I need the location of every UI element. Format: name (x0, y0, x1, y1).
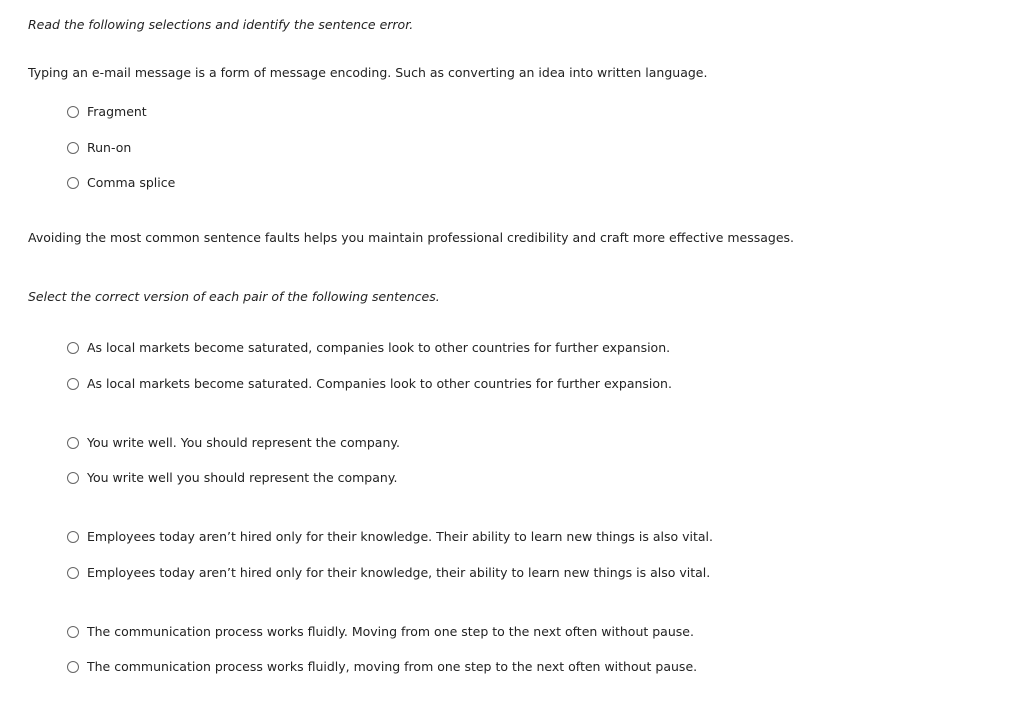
option-label: Comma splice (87, 175, 176, 190)
radio-button[interactable] (67, 626, 79, 638)
radio-button[interactable] (67, 378, 79, 390)
option-comma-splice[interactable] (67, 176, 175, 190)
option-label: Run-on (87, 140, 132, 155)
sentence-faults-statement: Avoiding the most common sentence faults helps you maintain professional credibility and craft more effective messages. (28, 230, 795, 245)
radio-button[interactable] (67, 106, 79, 118)
radio-button[interactable] (67, 472, 79, 484)
option-label: You write well. You should represent the company. (87, 435, 400, 450)
pair1-option-a[interactable] (67, 341, 670, 355)
identify-error-instruction: Read the following selections and identify the sentence error. (28, 17, 414, 32)
option-label: Employees today aren’t hired only for their knowledge, their ability to learn new things is also vital. (87, 565, 711, 580)
option-label: You write well you should represent the company. (87, 470, 398, 485)
radio-button[interactable] (67, 142, 79, 154)
option-label: Employees today aren’t hired only for their knowledge. Their ability to learn new things is also vital. (87, 529, 713, 544)
pair3-option-b[interactable] (67, 566, 710, 580)
pair4-option-a[interactable] (67, 625, 694, 639)
radio-button[interactable] (67, 342, 79, 354)
radio-button[interactable] (67, 661, 79, 673)
radio-button[interactable] (67, 437, 79, 449)
radio-button[interactable] (67, 177, 79, 189)
pair1-option-b[interactable] (67, 377, 672, 391)
pair4-option-b[interactable] (67, 660, 697, 674)
option-label: As local markets become saturated, companies look to other countries for further expansion. (87, 340, 671, 355)
option-fragment[interactable] (67, 105, 147, 119)
option-run-on[interactable] (67, 141, 131, 155)
pair3-option-a[interactable] (67, 530, 713, 544)
radio-button[interactable] (67, 531, 79, 543)
option-label: Fragment (87, 104, 147, 119)
option-label: As local markets become saturated. Companies look to other countries for further expansion. (87, 376, 672, 391)
select-correct-instruction: Select the correct version of each pair of the following sentences. (28, 289, 440, 304)
question-sentence: Typing an e-mail message is a form of message encoding. Such as converting an idea into written language. (28, 65, 708, 80)
radio-button[interactable] (67, 567, 79, 579)
option-label: The communication process works fluidly, moving from one step to the next often without pause. (87, 659, 698, 674)
option-label: The communication process works fluidly. Moving from one step to the next often without pause. (87, 624, 694, 639)
pair2-option-a[interactable] (67, 436, 400, 450)
pair2-option-b[interactable] (67, 471, 397, 485)
